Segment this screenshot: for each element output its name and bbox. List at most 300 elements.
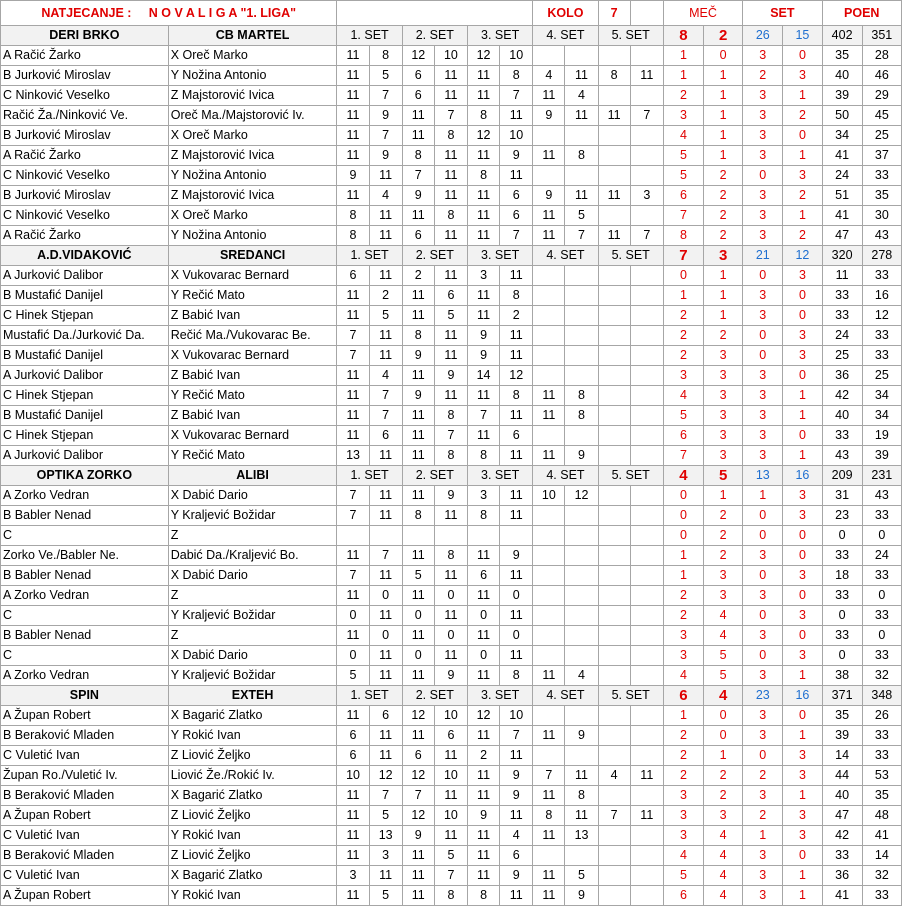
set-score [598,506,630,526]
mec-home: 1 [663,566,703,586]
set-score: 10 [500,126,533,146]
set-home: 0 [743,566,783,586]
set-score: 11 [500,266,533,286]
set-score: 9 [500,146,533,166]
mec-home: 2 [663,306,703,326]
set-home: 3 [743,126,783,146]
set-score: 9 [500,546,533,566]
game-row [1,386,902,406]
poen-home: 0 [822,646,862,666]
poen-home: 47 [822,806,862,826]
set-away: 3 [783,566,822,586]
set-score: 11 [533,386,565,406]
poen-away: 33 [862,746,901,766]
set-score [630,446,663,466]
set-away: 3 [783,506,822,526]
set-score: 11 [434,506,467,526]
set-score [533,546,565,566]
set-score: 11 [402,446,434,466]
mec-away: 4 [704,606,743,626]
game-row [1,106,902,126]
set-away: 3 [783,606,822,626]
away-player: Liović Že./Rokić Iv. [168,766,337,786]
set-score [565,126,598,146]
set-away: 3 [783,806,822,826]
game-row [1,806,902,826]
poen-home: 33 [822,846,862,866]
mec-away: 0 [704,46,743,66]
home-player: A Župan Robert [1,886,169,906]
set-score [630,206,663,226]
set-score: 6 [337,746,369,766]
poen-away: 33 [862,726,901,746]
set-score: 9 [500,866,533,886]
home-player: A Jurković Dalibor [1,446,169,466]
set-score: 11 [337,806,369,826]
game-row [1,146,902,166]
set-score: 11 [337,886,369,906]
set-score: 11 [565,766,598,786]
set-score: 12 [402,806,434,826]
poen-away: 25 [862,366,901,386]
poen-home: 24 [822,326,862,346]
away-player: Y Rečić Mato [168,286,337,306]
set-score: 11 [337,66,369,86]
set-score [598,606,630,626]
set-away: 2 [783,226,822,246]
set-score: 6 [402,66,434,86]
poen-away: 35 [862,186,901,206]
poen-away: 33 [862,506,901,526]
mec-home: 2 [663,86,703,106]
poen-home-total: 402 [822,26,862,46]
mec-home: 2 [663,346,703,366]
set-away: 3 [783,346,822,366]
poen-away: 16 [862,286,901,306]
mec-away: 2 [704,166,743,186]
away-player: Z Majstorović Ivica [168,86,337,106]
game-row [1,326,902,346]
poen-home: 42 [822,386,862,406]
set-score [598,646,630,666]
set-score: 11 [533,726,565,746]
league-name: N O V A L I G A "1. LIGA" [148,6,297,20]
set-column-label: 3. SET [467,26,532,46]
set-score: 11 [533,886,565,906]
set-score: 4 [369,366,402,386]
set-score [630,86,663,106]
set-score [630,526,663,546]
game-row [1,446,902,466]
set-score: 0 [467,646,499,666]
set-away: 2 [783,186,822,206]
set-score: 11 [369,746,402,766]
set-score [369,526,402,546]
set-score: 9 [467,806,499,826]
set-away: 0 [783,626,822,646]
poen-label: POEN [822,1,901,26]
away-player: Z Babić Ivan [168,306,337,326]
set-score [565,526,598,546]
home-player: B Jurković Miroslav [1,126,169,146]
set-score [598,86,630,106]
set-score [630,586,663,606]
set-score: 11 [500,406,533,426]
set-score: 4 [533,66,565,86]
set-score [533,306,565,326]
set-score: 11 [500,446,533,466]
game-row [1,226,902,246]
set-away: 3 [783,646,822,666]
mec-home: 7 [663,446,703,466]
set-score: 11 [337,846,369,866]
game-row [1,746,902,766]
away-player: Y Kraljević Božidar [168,506,337,526]
poen-away: 26 [862,706,901,726]
set-home: 3 [743,286,783,306]
set-score: 8 [565,386,598,406]
mec-away: 1 [704,66,743,86]
set-score: 9 [402,346,434,366]
set-score: 7 [369,786,402,806]
set-score [630,506,663,526]
poen-home: 33 [822,586,862,606]
set-away: 1 [783,726,822,746]
mec-away: 2 [704,226,743,246]
set-score: 6 [500,846,533,866]
home-player: C Ninković Veselko [1,86,169,106]
set-score: 11 [598,106,630,126]
mec-home: 4 [663,846,703,866]
set-score: 11 [467,626,499,646]
set-score: 11 [467,226,499,246]
set-score: 10 [533,486,565,506]
set-column-label: 4. SET [533,686,598,706]
set-score: 11 [402,586,434,606]
set-score: 11 [402,426,434,446]
mec-home: 0 [663,266,703,286]
competition-title [1,1,337,26]
set-home: 3 [743,846,783,866]
set-score: 9 [533,186,565,206]
set-column-label: 3. SET [467,246,532,266]
set-home: 3 [743,366,783,386]
away-player: X Oreč Marko [168,46,337,66]
set-away: 0 [783,306,822,326]
set-score [630,886,663,906]
set-score: 8 [467,106,499,126]
set-score: 8 [467,886,499,906]
set-away: 3 [783,826,822,846]
set-away: 0 [783,526,822,546]
set-score: 12 [369,766,402,786]
mec-away: 2 [704,326,743,346]
set-score [630,726,663,746]
set-score: 11 [434,266,467,286]
mec-home: 6 [663,426,703,446]
set-score: 9 [467,346,499,366]
set-score [598,266,630,286]
mec-away: 3 [704,426,743,446]
set-score: 11 [337,146,369,166]
set-score: 11 [533,446,565,466]
set-score: 11 [337,186,369,206]
set-score: 7 [337,506,369,526]
set-score: 11 [467,826,499,846]
mec-away: 1 [704,286,743,306]
set-score: 8 [434,406,467,426]
poen-home: 41 [822,886,862,906]
away-player: X Bagarić Zlatko [168,706,337,726]
mec-away: 0 [704,706,743,726]
poen-home: 41 [822,206,862,226]
set-score: 10 [434,766,467,786]
set-score [565,266,598,286]
poen-home: 42 [822,826,862,846]
set-score [467,526,499,546]
home-player: B Mustafić Danijel [1,286,169,306]
home-team-name: A.D.VIDAKOVIĆ [1,246,169,266]
set-score: 6 [337,726,369,746]
set-score: 11 [337,546,369,566]
set-score [533,526,565,546]
set-score: 11 [467,786,499,806]
set-away: 1 [783,406,822,426]
set-score: 7 [500,726,533,746]
set-score [533,606,565,626]
set-score: 6 [402,86,434,106]
away-team-name: CB MARTEL [168,26,337,46]
set-score: 11 [337,86,369,106]
set-home-total: 26 [743,26,783,46]
set-column-label: 5. SET [598,686,663,706]
set-score: 11 [369,266,402,286]
set-score: 7 [369,546,402,566]
mec-label: MEČ [663,1,742,26]
poen-home: 23 [822,506,862,526]
set-score: 11 [402,106,434,126]
game-row [1,346,902,366]
set-home: 3 [743,726,783,746]
mec-home: 1 [663,286,703,306]
poen-home: 11 [822,266,862,286]
set-score: 11 [337,586,369,606]
set-label: SET [743,1,822,26]
set-score: 11 [565,806,598,826]
set-score: 7 [565,226,598,246]
set-score: 11 [500,346,533,366]
set-score: 11 [598,226,630,246]
set-away: 0 [783,286,822,306]
set-score [598,306,630,326]
set-score: 11 [337,46,369,66]
mec-home: 6 [663,886,703,906]
away-player: X Vukovarac Bernard [168,266,337,286]
set-score: 2 [500,306,533,326]
away-player: Z Liović Željko [168,806,337,826]
set-away: 3 [783,66,822,86]
set-score: 11 [533,866,565,886]
away-player: X Dabić Dario [168,646,337,666]
set-score [598,326,630,346]
set-score: 7 [434,426,467,446]
game-row [1,506,902,526]
set-column-label: 3. SET [467,466,532,486]
set-home-total: 13 [743,466,783,486]
set-score: 0 [467,606,499,626]
set-away: 0 [783,846,822,866]
set-column-label: 2. SET [402,466,467,486]
set-score: 8 [598,66,630,86]
poen-home-total: 320 [822,246,862,266]
set-away: 1 [783,86,822,106]
match-header-row [1,686,902,706]
poen-home: 40 [822,66,862,86]
home-player: B Beraković Mladen [1,726,169,746]
game-row [1,126,902,146]
home-player: B Jurković Miroslav [1,186,169,206]
set-score: 11 [434,346,467,366]
poen-home: 39 [822,86,862,106]
set-away-total: 16 [783,686,822,706]
set-score: 0 [434,586,467,606]
set-score [598,346,630,366]
away-player: Y Nožina Antonio [168,226,337,246]
set-score: 11 [402,846,434,866]
set-score: 7 [369,386,402,406]
home-player: C Ninković Veselko [1,166,169,186]
set-home: 0 [743,746,783,766]
mec-away: 3 [704,566,743,586]
set-score: 14 [467,366,499,386]
home-player: A Zorko Vedran [1,586,169,606]
home-player: A Zorko Vedran [1,666,169,686]
mec-home: 2 [663,746,703,766]
mec-away: 3 [704,366,743,386]
set-score: 11 [369,326,402,346]
set-score: 13 [565,826,598,846]
set-score: 6 [500,186,533,206]
set-score: 0 [500,626,533,646]
home-player: Zorko Ve./Babler Ne. [1,546,169,566]
set-score [533,706,565,726]
set-column-label: 1. SET [337,466,402,486]
set-score: 11 [500,886,533,906]
set-score [630,366,663,386]
game-row [1,66,902,86]
mec-home: 4 [663,386,703,406]
mec-home: 1 [663,546,703,566]
poen-away: 32 [862,866,901,886]
set-score [402,526,434,546]
poen-home: 38 [822,666,862,686]
home-player: Račić Ža./Ninković Ve. [1,106,169,126]
set-score: 11 [467,846,499,866]
set-score [630,846,663,866]
set-score: 11 [598,186,630,206]
mec-away: 3 [704,806,743,826]
set-score: 11 [337,426,369,446]
set-score [630,746,663,766]
set-away: 3 [783,266,822,286]
set-score [598,526,630,546]
away-player: Y Rečić Mato [168,386,337,406]
set-home: 3 [743,186,783,206]
poen-away: 43 [862,486,901,506]
set-away-total: 12 [783,246,822,266]
home-player: C [1,606,169,626]
set-score: 11 [533,406,565,426]
set-score: 6 [402,226,434,246]
set-score: 7 [369,126,402,146]
set-score [630,346,663,366]
set-score [630,126,663,146]
poen-home: 33 [822,626,862,646]
set-score: 5 [337,666,369,686]
set-score: 9 [500,766,533,786]
set-score: 11 [402,286,434,306]
poen-away: 24 [862,546,901,566]
mec-home: 1 [663,706,703,726]
set-score [533,426,565,446]
away-player: Rečić Ma./Vukovarac Be. [168,326,337,346]
home-team-name: SPIN [1,686,169,706]
set-score [565,166,598,186]
set-score: 11 [369,646,402,666]
set-home: 3 [743,406,783,426]
set-score: 10 [500,706,533,726]
set-score [630,706,663,726]
poen-home: 31 [822,486,862,506]
set-score: 11 [369,726,402,746]
set-score: 11 [434,66,467,86]
set-score: 0 [337,606,369,626]
poen-away: 46 [862,66,901,86]
home-player: A Račić Žarko [1,46,169,66]
set-score: 8 [467,506,499,526]
set-column-label: 1. SET [337,686,402,706]
set-score: 11 [500,326,533,346]
mec-away: 3 [704,406,743,426]
set-home-total: 23 [743,686,783,706]
away-player: X Bagarić Zlatko [168,786,337,806]
game-row [1,286,902,306]
poen-home: 43 [822,446,862,466]
mec-away: 2 [704,786,743,806]
mec-home: 7 [663,206,703,226]
set-score [533,506,565,526]
mec-away: 5 [704,666,743,686]
away-player: Y Rokić Ivan [168,726,337,746]
poen-away: 0 [862,526,901,546]
set-score: 5 [369,66,402,86]
set-score: 11 [402,366,434,386]
set-score: 8 [565,786,598,806]
mec-home: 1 [663,66,703,86]
set-score: 9 [434,666,467,686]
set-score: 4 [565,86,598,106]
set-score: 8 [434,546,467,566]
set-score: 11 [500,106,533,126]
mec-home: 4 [663,666,703,686]
set-score: 11 [402,306,434,326]
away-player: X Dabić Dario [168,486,337,506]
away-player: Z [168,586,337,606]
set-home: 1 [743,486,783,506]
set-score: 11 [337,126,369,146]
set-score: 7 [500,86,533,106]
mec-away-total: 2 [704,26,743,46]
